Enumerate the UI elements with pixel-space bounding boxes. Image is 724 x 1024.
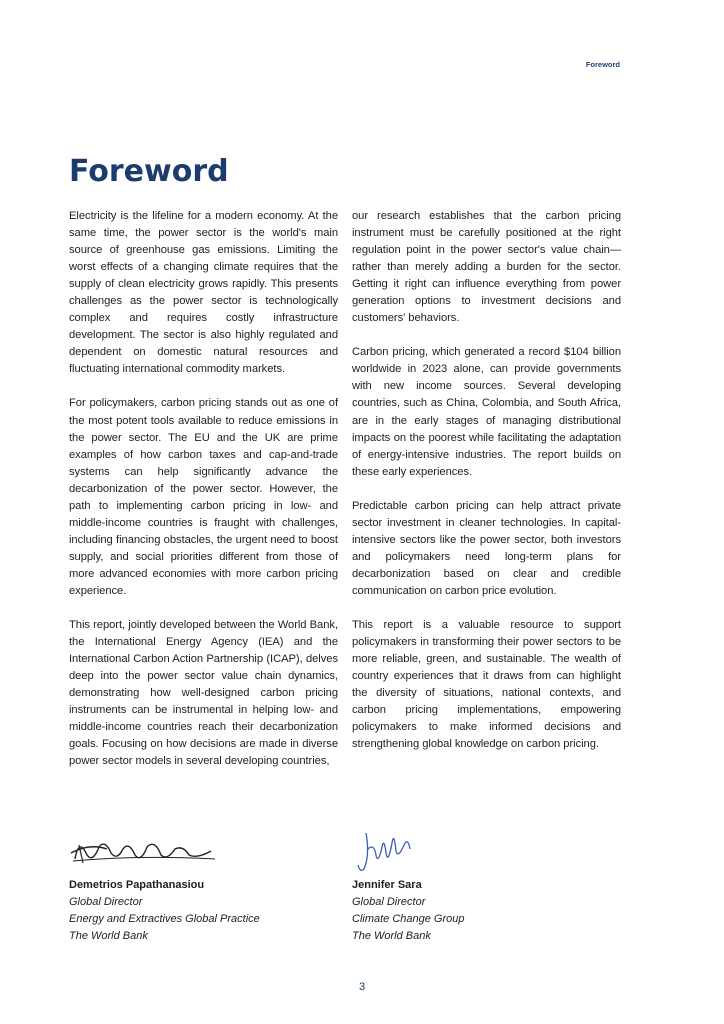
signature-block-sara <box>352 825 612 945</box>
signatory-org: The World Bank <box>69 930 148 942</box>
page-title: Foreword <box>69 154 229 189</box>
left-column <box>69 208 338 787</box>
paragraph: our research establishes that the carbon pricing instrument must be carefully positioned at the right regulation point in the power sector's value chain—rather than merely adding a burden for the sector. Getting it right can influence everything from power generation options to investment decisions and customers' behaviors. <box>352 210 621 325</box>
signatory-title: Global Director <box>69 896 143 908</box>
signatory-unit: Energy and Extractives Global Practice <box>69 913 260 925</box>
handwritten-signature-icon <box>69 825 219 875</box>
paragraph: For policymakers, carbon pricing stands out as one of the most potent tools available to reduce emissions in the power sector. The EU and the UK are prime examples of how carbon taxes and cap-and-trade systems can help significantly advance the decarbonization of the power sector. However, the path to implementing carbon pricing in low- and middle-income countries is fraught with challenges, including financing obstacles, the urgent need to boost supply, and social priorities different from those of more advanced economies with more carbon pricing experience. <box>69 397 338 597</box>
paragraph: Electricity is the lifeline for a modern economy. At the same time, the power sector is the world's main source of greenhouse gas emissions. Limiting the worst effects of a changing climate requires that the supply of clean electricity grows rapidly. This presents challenges as the power sector is technologically complex and requires costly infrastructure development. The sector is also highly regulated and dependent on domestic natural resources and fluctuating international commodity markets. <box>69 210 338 376</box>
signatory-unit: Climate Change Group <box>352 913 465 925</box>
signatory-name: Jennifer Sara <box>352 879 422 891</box>
paragraph: Predictable carbon pricing can help attract private sector investment in cleaner technologies. In capital-intensive sectors like the power sector, both investors and policymakers need long-term plans for decarbonization based on clear and credible communication on carbon price evolution. <box>352 499 621 597</box>
handwritten-signature-icon <box>352 825 422 875</box>
signatory-name: Demetrios Papathanasiou <box>69 879 205 891</box>
paragraph: This report, jointly developed between the World Bank, the International Energy Agency (IEA) and the International Carbon Action Partnership (ICAP), delves deep into the power sector value chain dynamics, demonstrating how well-designed carbon pricing instruments can be instrumental in helping low- and middle-income countries reach their decarbonization goals. Focusing on how decisions are made in diverse power sector models in several developing countries, <box>69 619 338 768</box>
paragraph: Carbon pricing, which generated a record $104 billion worldwide in 2023 alone, can provide governments with new income sources. Several developing countries, such as China, Colombia, and South Africa, are in the early stages of managing distributional impacts on the poorest while facilitating the adaptation of energy-intensive industries. The report builds on these early experiences. <box>352 346 621 478</box>
signatory-title: Global Director <box>352 896 426 908</box>
signatory-org: The World Bank <box>352 930 431 942</box>
running-header: Foreword <box>585 60 620 69</box>
right-column <box>352 208 621 770</box>
page-number: 3 <box>358 981 366 993</box>
paragraph: This report is a valuable resource to support policymakers in transforming their power sectors to be more reliable, green, and sustainable. The wealth of country experiences that it draws from can highlight the diversity of situations, national contexts, and carbon pricing implementations, empowering policymakers to make informed decisions and strengthening global knowledge on carbon pricing. <box>352 618 621 751</box>
signature-block-papathanasiou <box>69 825 329 945</box>
